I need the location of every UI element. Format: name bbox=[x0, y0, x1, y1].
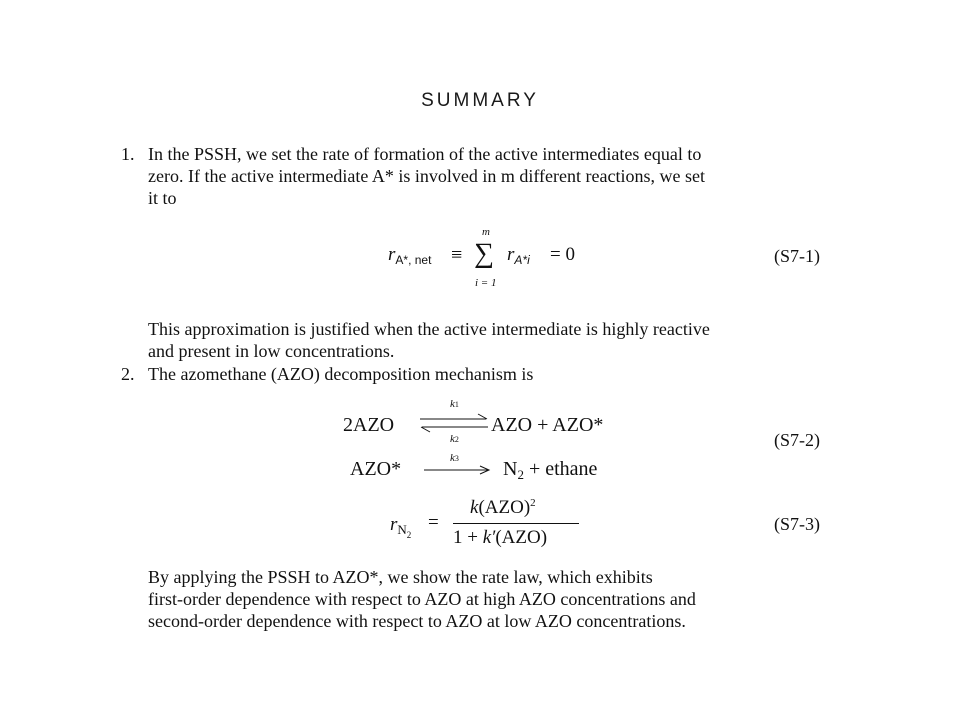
eq3-lhs-subsub: 2 bbox=[406, 530, 412, 540]
rxn1-reactant: 2AZO bbox=[343, 414, 395, 436]
rxn1-k-reverse-letter: k bbox=[450, 433, 455, 445]
rxn2-product-n-sub: 2 bbox=[517, 467, 524, 482]
rxn1-products-text: AZO + AZO* bbox=[491, 414, 604, 436]
eq3-lhs-r: r bbox=[390, 514, 398, 535]
item1-paragraph-2 bbox=[148, 318, 830, 362]
eq1-label: (S7-1) bbox=[774, 246, 820, 266]
eq3-num-sup: 2 bbox=[530, 497, 536, 509]
mech-label: (S7-2) bbox=[774, 430, 820, 450]
item1-p1-line2: zero. If the active intermediate A* is involved in m different reactions, we set bbox=[148, 166, 705, 186]
rxn2-k-letter: k bbox=[450, 452, 455, 464]
eq3-den-rest: (AZO) bbox=[495, 527, 548, 548]
eq3-label: (S7-3) bbox=[774, 514, 820, 534]
rxn2-k-sub: 3 bbox=[454, 454, 459, 463]
rxn2-product-n: N bbox=[503, 458, 518, 480]
rxn2-reactant: AZO* bbox=[350, 458, 402, 480]
rxn2-k bbox=[450, 452, 459, 464]
item1-paragraph-1 bbox=[148, 143, 830, 209]
item1-p2-line1: This approximation is justified when the active intermediate is highly reactive bbox=[148, 319, 710, 339]
eq1-sum-upper: m bbox=[482, 226, 490, 238]
eq3-num-k: k bbox=[470, 497, 479, 518]
item-number-1: 1. bbox=[121, 144, 135, 164]
eq1-lhs bbox=[388, 244, 431, 266]
eq3-den-pre: 1 + bbox=[453, 527, 483, 548]
item2-intro: The azomethane (AZO) decomposition mechanism is bbox=[148, 364, 534, 384]
item-number-2: 2. bbox=[121, 364, 135, 384]
eq3-equals: = bbox=[428, 512, 439, 533]
eq1-lhs-r: r bbox=[388, 244, 396, 265]
equilibrium-arrow-icon bbox=[416, 412, 492, 434]
eq1-term bbox=[507, 244, 530, 266]
eq1-term-sub: A*i bbox=[514, 253, 530, 267]
item2-p-line3: second-order dependence with respect to AZO at low AZO concentrations. bbox=[148, 611, 686, 631]
rxn1-products bbox=[491, 414, 603, 437]
eq1-lhs-sub: A*, net bbox=[395, 253, 432, 267]
section-title: SUMMARY bbox=[421, 90, 539, 111]
item1-p2-line2: and present in low concentrations. bbox=[148, 341, 395, 361]
item1-p1-line3: it to bbox=[148, 188, 177, 208]
eq1-sum-lower: i = 1 bbox=[475, 277, 497, 289]
rxn1-k-reverse-sub: 2 bbox=[454, 435, 459, 444]
eq3-lhs-sub: N bbox=[397, 522, 407, 537]
eq3-denominator bbox=[453, 527, 547, 549]
item2-p-line1: By applying the PSSH to AZO*, we show the rate law, which exhibits bbox=[148, 567, 653, 587]
eq3-lhs bbox=[390, 514, 412, 540]
item2-paragraph bbox=[148, 566, 830, 632]
rxn2-product-rest: + ethane bbox=[523, 458, 598, 480]
rxn1-k-reverse bbox=[450, 433, 459, 445]
rxn1-k-forward bbox=[450, 398, 459, 410]
rxn1-k-forward-letter: k bbox=[450, 398, 455, 410]
eq1-sum-sign: ∑ bbox=[474, 238, 494, 269]
eq3-fraction-bar bbox=[453, 523, 579, 524]
eq3-numerator bbox=[470, 497, 536, 519]
eq1-equiv: ≡ bbox=[451, 244, 463, 266]
eq1-term-r: r bbox=[507, 244, 515, 265]
item2-p-line2: first-order dependence with respect to AZO at high AZO concentrations and bbox=[148, 589, 696, 609]
eq3-num-rest: (AZO) bbox=[478, 497, 531, 518]
rxn1-k-forward-sub: 1 bbox=[454, 400, 459, 409]
rxn2-products bbox=[503, 458, 597, 481]
forward-arrow-icon bbox=[422, 464, 492, 476]
eq3-den-k: k′ bbox=[482, 527, 496, 548]
eq1-rhs: = 0 bbox=[550, 244, 575, 265]
item1-p1-line1: In the PSSH, we set the rate of formation of the active intermediates equal to bbox=[148, 144, 702, 164]
